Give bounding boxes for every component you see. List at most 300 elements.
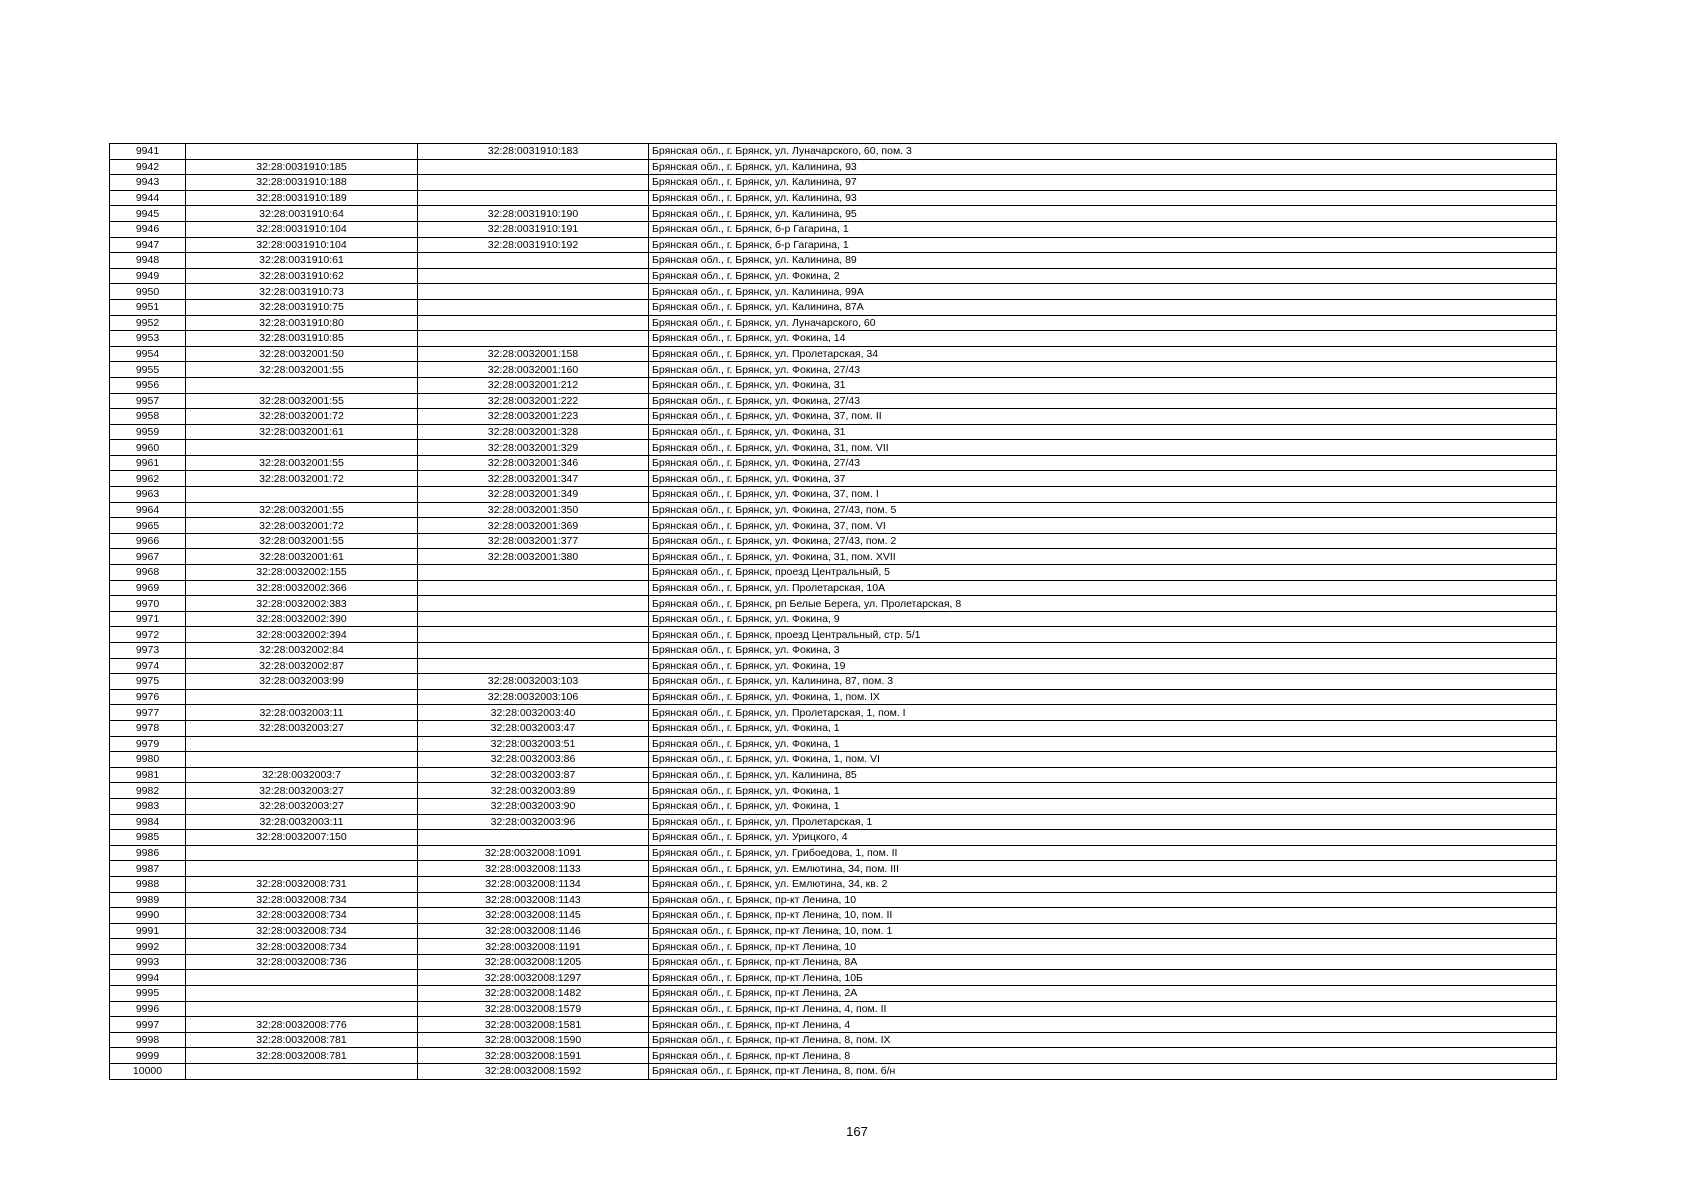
- table-row: [110, 221, 1557, 237]
- object-cadastral-number-cell: 32:28:0031910:183: [418, 144, 649, 160]
- land-cadastral-number-cell: 32:28:0031910:104: [186, 237, 418, 253]
- address-cell: Брянская обл., г. Брянск, пр-кт Ленина, 8: [649, 1048, 1557, 1064]
- land-cadastral-number-cell: 32:28:0032008:734: [186, 923, 418, 939]
- land-cadastral-number-cell: 32:28:0032001:55: [186, 455, 418, 471]
- table-row: [110, 190, 1557, 206]
- land-cadastral-number-cell: 32:28:0032002:366: [186, 580, 418, 596]
- address-cell: Брянская обл., г. Брянск, ул. Грибоедова, 1, пом. II: [649, 845, 1557, 861]
- table-row: [110, 767, 1557, 783]
- row-number-cell: 9984: [110, 814, 186, 830]
- land-cadastral-number-cell: 32:28:0032001:61: [186, 424, 418, 440]
- land-cadastral-number-cell: 32:28:0032002:155: [186, 565, 418, 581]
- land-cadastral-number-cell: 32:28:0031910:62: [186, 268, 418, 284]
- table-row: [110, 1032, 1557, 1048]
- land-cadastral-number-cell: [186, 440, 418, 456]
- row-number-cell: 9945: [110, 206, 186, 222]
- address-cell: Брянская обл., г. Брянск, ул. Фокина, 9: [649, 611, 1557, 627]
- row-number-cell: 9980: [110, 752, 186, 768]
- object-cadastral-number-cell: [418, 565, 649, 581]
- address-cell: Брянская обл., г. Брянск, ул. Фокина, 31: [649, 377, 1557, 393]
- table-row: [110, 830, 1557, 846]
- address-cell: Брянская обл., г. Брянск, б-р Гагарина, 1: [649, 237, 1557, 253]
- object-cadastral-number-cell: [418, 315, 649, 331]
- row-number-cell: 9974: [110, 658, 186, 674]
- row-number-cell: 9991: [110, 923, 186, 939]
- land-cadastral-number-cell: 32:28:0032001:72: [186, 518, 418, 534]
- object-cadastral-number-cell: [418, 830, 649, 846]
- row-number-cell: 9987: [110, 861, 186, 877]
- table-row: [110, 876, 1557, 892]
- table-row: [110, 892, 1557, 908]
- land-cadastral-number-cell: 32:28:0031910:85: [186, 331, 418, 347]
- address-cell: Брянская обл., г. Брянск, пр-кт Ленина, 4: [649, 1017, 1557, 1033]
- row-number-cell: 9994: [110, 970, 186, 986]
- table-row: [110, 409, 1557, 425]
- table-row: [110, 144, 1557, 160]
- object-cadastral-number-cell: [418, 331, 649, 347]
- address-cell: Брянская обл., г. Брянск, ул. Пролетарская, 34: [649, 346, 1557, 362]
- table-row: [110, 705, 1557, 721]
- table-row: [110, 1048, 1557, 1064]
- address-cell: Брянская обл., г. Брянск, ул. Фокина, 1: [649, 720, 1557, 736]
- address-cell: Брянская обл., г. Брянск, ул. Фокина, 14: [649, 331, 1557, 347]
- table-body: [110, 144, 1557, 1080]
- row-number-cell: 10000: [110, 1064, 186, 1080]
- table-row: [110, 627, 1557, 643]
- object-cadastral-number-cell: 32:28:0032001:346: [418, 455, 649, 471]
- row-number-cell: 9993: [110, 954, 186, 970]
- address-cell: Брянская обл., г. Брянск, пр-кт Ленина, 10, пом. II: [649, 908, 1557, 924]
- table-row: [110, 440, 1557, 456]
- address-cell: Брянская обл., г. Брянск, ул. Фокина, 37: [649, 471, 1557, 487]
- object-cadastral-number-cell: 32:28:0032003:89: [418, 783, 649, 799]
- table-row: [110, 346, 1557, 362]
- object-cadastral-number-cell: 32:28:0032001:349: [418, 487, 649, 503]
- object-cadastral-number-cell: 32:28:0032008:1191: [418, 939, 649, 955]
- address-cell: Брянская обл., г. Брянск, ул. Луначарского, 60: [649, 315, 1557, 331]
- address-cell: Брянская обл., г. Брянск, проезд Центральный, 5: [649, 565, 1557, 581]
- object-cadastral-number-cell: [418, 643, 649, 659]
- table-row: [110, 580, 1557, 596]
- object-cadastral-number-cell: 32:28:0032001:350: [418, 502, 649, 518]
- address-cell: Брянская обл., г. Брянск, ул. Калинина, 99А: [649, 284, 1557, 300]
- object-cadastral-number-cell: 32:28:0032008:1133: [418, 861, 649, 877]
- address-cell: Брянская обл., г. Брянск, ул. Фокина, 37, пом. II: [649, 409, 1557, 425]
- address-cell: Брянская обл., г. Брянск, проезд Центральный, стр. 5/1: [649, 627, 1557, 643]
- address-cell: Брянская обл., г. Брянск, ул. Калинина, 87А: [649, 299, 1557, 315]
- row-number-cell: 9950: [110, 284, 186, 300]
- table-row: [110, 720, 1557, 736]
- table-row: [110, 565, 1557, 581]
- land-cadastral-number-cell: 32:28:0032003:27: [186, 720, 418, 736]
- land-cadastral-number-cell: 32:28:0032002:383: [186, 596, 418, 612]
- object-cadastral-number-cell: [418, 627, 649, 643]
- object-cadastral-number-cell: 32:28:0032001:160: [418, 362, 649, 378]
- address-cell: Брянская обл., г. Брянск, ул. Фокина, 1, пом. VI: [649, 752, 1557, 768]
- address-cell: Брянская обл., г. Брянск, ул. Фокина, 27/43, пом. 5: [649, 502, 1557, 518]
- table-row: [110, 986, 1557, 1002]
- land-cadastral-number-cell: 32:28:0032003:27: [186, 783, 418, 799]
- object-cadastral-number-cell: 32:28:0032001:329: [418, 440, 649, 456]
- land-cadastral-number-cell: 32:28:0032003:27: [186, 798, 418, 814]
- land-cadastral-number-cell: 32:28:0032008:734: [186, 892, 418, 908]
- row-number-cell: 9954: [110, 346, 186, 362]
- table-row: [110, 237, 1557, 253]
- land-cadastral-number-cell: 32:28:0032001:55: [186, 533, 418, 549]
- land-cadastral-number-cell: 32:28:0032001:50: [186, 346, 418, 362]
- address-cell: Брянская обл., г. Брянск, ул. Пролетарская, 1: [649, 814, 1557, 830]
- land-cadastral-number-cell: 32:28:0032003:7: [186, 767, 418, 783]
- land-cadastral-number-cell: 32:28:0032007:150: [186, 830, 418, 846]
- land-cadastral-number-cell: [186, 377, 418, 393]
- row-number-cell: 9962: [110, 471, 186, 487]
- land-cadastral-number-cell: 32:28:0032001:55: [186, 362, 418, 378]
- row-number-cell: 9999: [110, 1048, 186, 1064]
- object-cadastral-number-cell: 32:28:0032008:1591: [418, 1048, 649, 1064]
- table-row: [110, 611, 1557, 627]
- table-row: [110, 268, 1557, 284]
- table-row: [110, 596, 1557, 612]
- land-cadastral-number-cell: 32:28:0031910:80: [186, 315, 418, 331]
- address-cell: Брянская обл., г. Брянск, ул. Фокина, 31, пом. VII: [649, 440, 1557, 456]
- property-table: [109, 143, 1557, 1080]
- row-number-cell: 9976: [110, 689, 186, 705]
- land-cadastral-number-cell: 32:28:0032003:11: [186, 705, 418, 721]
- table-row: [110, 206, 1557, 222]
- address-cell: Брянская обл., г. Брянск, ул. Пролетарская, 10А: [649, 580, 1557, 596]
- address-cell: Брянская обл., г. Брянск, ул. Фокина, 31, пом. XVII: [649, 549, 1557, 565]
- land-cadastral-number-cell: 32:28:0031910:104: [186, 221, 418, 237]
- object-cadastral-number-cell: 32:28:0032008:1143: [418, 892, 649, 908]
- object-cadastral-number-cell: 32:28:0032008:1592: [418, 1064, 649, 1080]
- row-number-cell: 9997: [110, 1017, 186, 1033]
- address-cell: Брянская обл., г. Брянск, ул. Калинина, 97: [649, 175, 1557, 191]
- land-cadastral-number-cell: 32:28:0032001:55: [186, 502, 418, 518]
- table-row: [110, 284, 1557, 300]
- row-number-cell: 9972: [110, 627, 186, 643]
- row-number-cell: 9990: [110, 908, 186, 924]
- address-cell: Брянская обл., г. Брянск, ул. Пролетарская, 1, пом. I: [649, 705, 1557, 721]
- row-number-cell: 9978: [110, 720, 186, 736]
- row-number-cell: 9966: [110, 533, 186, 549]
- address-cell: Брянская обл., г. Брянск, ул. Калинина, 89: [649, 253, 1557, 269]
- row-number-cell: 9981: [110, 767, 186, 783]
- address-cell: Брянская обл., г. Брянск, ул. Фокина, 2: [649, 268, 1557, 284]
- object-cadastral-number-cell: 32:28:0032003:103: [418, 674, 649, 690]
- object-cadastral-number-cell: 32:28:0031910:191: [418, 221, 649, 237]
- address-cell: Брянская обл., г. Брянск, ул. Фокина, 27/43: [649, 455, 1557, 471]
- object-cadastral-number-cell: 32:28:0032008:1297: [418, 970, 649, 986]
- row-number-cell: 9975: [110, 674, 186, 690]
- row-number-cell: 9960: [110, 440, 186, 456]
- object-cadastral-number-cell: [418, 268, 649, 284]
- object-cadastral-number-cell: [418, 190, 649, 206]
- land-cadastral-number-cell: [186, 986, 418, 1002]
- object-cadastral-number-cell: 32:28:0032008:1590: [418, 1032, 649, 1048]
- table-row: [110, 424, 1557, 440]
- table-row: [110, 377, 1557, 393]
- row-number-cell: 9982: [110, 783, 186, 799]
- table-row: [110, 939, 1557, 955]
- table-row: [110, 954, 1557, 970]
- table-row: [110, 533, 1557, 549]
- row-number-cell: 9992: [110, 939, 186, 955]
- row-number-cell: 9946: [110, 221, 186, 237]
- row-number-cell: 9983: [110, 798, 186, 814]
- row-number-cell: 9989: [110, 892, 186, 908]
- object-cadastral-number-cell: [418, 175, 649, 191]
- land-cadastral-number-cell: 32:28:0032008:781: [186, 1032, 418, 1048]
- row-number-cell: 9944: [110, 190, 186, 206]
- row-number-cell: 9959: [110, 424, 186, 440]
- address-cell: Брянская обл., г. Брянск, ул. Урицкого, 4: [649, 830, 1557, 846]
- row-number-cell: 9941: [110, 144, 186, 160]
- land-cadastral-number-cell: 32:28:0031910:188: [186, 175, 418, 191]
- row-number-cell: 9943: [110, 175, 186, 191]
- table-row: [110, 783, 1557, 799]
- address-cell: Брянская обл., г. Брянск, ул. Калинина, 85: [649, 767, 1557, 783]
- address-cell: Брянская обл., г. Брянск, пр-кт Ленина, 10Б: [649, 970, 1557, 986]
- land-cadastral-number-cell: 32:28:0032008:781: [186, 1048, 418, 1064]
- row-number-cell: 9961: [110, 455, 186, 471]
- row-number-cell: 9973: [110, 643, 186, 659]
- address-cell: Брянская обл., г. Брянск, пр-кт Ленина, 4, пом. II: [649, 1001, 1557, 1017]
- land-cadastral-number-cell: [186, 845, 418, 861]
- table-row: [110, 487, 1557, 503]
- land-cadastral-number-cell: 32:28:0031910:61: [186, 253, 418, 269]
- address-cell: Брянская обл., г. Брянск, ул. Фокина, 27/43, пом. 2: [649, 533, 1557, 549]
- address-cell: Брянская обл., г. Брянск, ул. Калинина, 95: [649, 206, 1557, 222]
- address-cell: Брянская обл., г. Брянск, ул. Фокина, 19: [649, 658, 1557, 674]
- object-cadastral-number-cell: [418, 253, 649, 269]
- table-row: [110, 845, 1557, 861]
- table-row: [110, 814, 1557, 830]
- object-cadastral-number-cell: [418, 299, 649, 315]
- table-row: [110, 455, 1557, 471]
- address-cell: Брянская обл., г. Брянск, пр-кт Ленина, 10, пом. 1: [649, 923, 1557, 939]
- land-cadastral-number-cell: 32:28:0032008:736: [186, 954, 418, 970]
- address-cell: Брянская обл., г. Брянск, ул. Фокина, 31: [649, 424, 1557, 440]
- land-cadastral-number-cell: 32:28:0032003:11: [186, 814, 418, 830]
- land-cadastral-number-cell: 32:28:0032001:72: [186, 471, 418, 487]
- land-cadastral-number-cell: 32:28:0032002:390: [186, 611, 418, 627]
- row-number-cell: 9995: [110, 986, 186, 1002]
- row-number-cell: 9955: [110, 362, 186, 378]
- table-row: [110, 1001, 1557, 1017]
- row-number-cell: 9985: [110, 830, 186, 846]
- row-number-cell: 9949: [110, 268, 186, 284]
- land-cadastral-number-cell: 32:28:0032001:61: [186, 549, 418, 565]
- row-number-cell: 9947: [110, 237, 186, 253]
- table-row: [110, 549, 1557, 565]
- object-cadastral-number-cell: 32:28:0032001:369: [418, 518, 649, 534]
- row-number-cell: 9988: [110, 876, 186, 892]
- row-number-cell: 9952: [110, 315, 186, 331]
- land-cadastral-number-cell: 32:28:0032002:84: [186, 643, 418, 659]
- table-row: [110, 861, 1557, 877]
- object-cadastral-number-cell: 32:28:0032008:1145: [418, 908, 649, 924]
- address-cell: Брянская обл., г. Брянск, ул. Луначарского, 60, пом. 3: [649, 144, 1557, 160]
- object-cadastral-number-cell: [418, 596, 649, 612]
- land-cadastral-number-cell: 32:28:0031910:185: [186, 159, 418, 175]
- land-cadastral-number-cell: 32:28:0031910:64: [186, 206, 418, 222]
- address-cell: Брянская обл., г. Брянск, ул. Калинина, 93: [649, 190, 1557, 206]
- object-cadastral-number-cell: 32:28:0032001:377: [418, 533, 649, 549]
- page-number: 167: [846, 1124, 868, 1139]
- address-cell: Брянская обл., г. Брянск, пр-кт Ленина, 2А: [649, 986, 1557, 1002]
- land-cadastral-number-cell: 32:28:0031910:73: [186, 284, 418, 300]
- object-cadastral-number-cell: 32:28:0032001:380: [418, 549, 649, 565]
- row-number-cell: 9970: [110, 596, 186, 612]
- land-cadastral-number-cell: 32:28:0031910:189: [186, 190, 418, 206]
- address-cell: Брянская обл., г. Брянск, пр-кт Ленина, 10: [649, 892, 1557, 908]
- land-cadastral-number-cell: 32:28:0032003:99: [186, 674, 418, 690]
- object-cadastral-number-cell: 32:28:0032003:96: [418, 814, 649, 830]
- object-cadastral-number-cell: 32:28:0032003:90: [418, 798, 649, 814]
- object-cadastral-number-cell: 32:28:0032008:1579: [418, 1001, 649, 1017]
- table-row: [110, 393, 1557, 409]
- table-row: [110, 689, 1557, 705]
- table-row: [110, 923, 1557, 939]
- land-cadastral-number-cell: [186, 1001, 418, 1017]
- land-cadastral-number-cell: 32:28:0032002:87: [186, 658, 418, 674]
- row-number-cell: 9971: [110, 611, 186, 627]
- object-cadastral-number-cell: [418, 611, 649, 627]
- address-cell: Брянская обл., г. Брянск, ул. Емлютина, 34, пом. III: [649, 861, 1557, 877]
- row-number-cell: 9958: [110, 409, 186, 425]
- land-cadastral-number-cell: 32:28:0032001:55: [186, 393, 418, 409]
- land-cadastral-number-cell: 32:28:0032001:72: [186, 409, 418, 425]
- address-cell: Брянская обл., г. Брянск, ул. Фокина, 1: [649, 783, 1557, 799]
- row-number-cell: 9996: [110, 1001, 186, 1017]
- land-cadastral-number-cell: 32:28:0031910:75: [186, 299, 418, 315]
- address-cell: Брянская обл., г. Брянск, пр-кт Ленина, 8, пом. б/н: [649, 1064, 1557, 1080]
- land-cadastral-number-cell: [186, 861, 418, 877]
- row-number-cell: 9951: [110, 299, 186, 315]
- object-cadastral-number-cell: 32:28:0032008:1134: [418, 876, 649, 892]
- object-cadastral-number-cell: 32:28:0032001:158: [418, 346, 649, 362]
- address-cell: Брянская обл., г. Брянск, ул. Фокина, 27/43: [649, 393, 1557, 409]
- object-cadastral-number-cell: 32:28:0032001:223: [418, 409, 649, 425]
- object-cadastral-number-cell: 32:28:0031910:192: [418, 237, 649, 253]
- land-cadastral-number-cell: 32:28:0032008:734: [186, 908, 418, 924]
- object-cadastral-number-cell: 32:28:0032008:1482: [418, 986, 649, 1002]
- address-cell: Брянская обл., г. Брянск, ул. Калинина, 93: [649, 159, 1557, 175]
- table-row: [110, 1017, 1557, 1033]
- row-number-cell: 9957: [110, 393, 186, 409]
- object-cadastral-number-cell: [418, 580, 649, 596]
- object-cadastral-number-cell: 32:28:0031910:190: [418, 206, 649, 222]
- object-cadastral-number-cell: 32:28:0032003:40: [418, 705, 649, 721]
- object-cadastral-number-cell: [418, 284, 649, 300]
- land-cadastral-number-cell: [186, 144, 418, 160]
- row-number-cell: 9948: [110, 253, 186, 269]
- address-cell: Брянская обл., г. Брянск, ул. Калинина, 87, пом. 3: [649, 674, 1557, 690]
- table-row: [110, 674, 1557, 690]
- table-row: [110, 658, 1557, 674]
- row-number-cell: 9942: [110, 159, 186, 175]
- table-row: [110, 643, 1557, 659]
- object-cadastral-number-cell: 32:28:0032003:86: [418, 752, 649, 768]
- address-cell: Брянская обл., г. Брянск, ул. Емлютина, 34, кв. 2: [649, 876, 1557, 892]
- object-cadastral-number-cell: 32:28:0032003:87: [418, 767, 649, 783]
- table-row: [110, 331, 1557, 347]
- land-cadastral-number-cell: 32:28:0032002:394: [186, 627, 418, 643]
- address-cell: Брянская обл., г. Брянск, ул. Фокина, 37, пом. I: [649, 487, 1557, 503]
- row-number-cell: 9986: [110, 845, 186, 861]
- table-row: [110, 471, 1557, 487]
- land-cadastral-number-cell: 32:28:0032008:731: [186, 876, 418, 892]
- address-cell: Брянская обл., г. Брянск, ул. Фокина, 27/43: [649, 362, 1557, 378]
- table-row: [110, 752, 1557, 768]
- address-cell: Брянская обл., г. Брянск, ул. Фокина, 3: [649, 643, 1557, 659]
- address-cell: Брянская обл., г. Брянск, ул. Фокина, 1, пом. IX: [649, 689, 1557, 705]
- address-cell: Брянская обл., г. Брянск, пр-кт Ленина, 8А: [649, 954, 1557, 970]
- land-cadastral-number-cell: [186, 1064, 418, 1080]
- table-row: [110, 736, 1557, 752]
- table-row: [110, 362, 1557, 378]
- table-row: [110, 798, 1557, 814]
- table-row: [110, 1064, 1557, 1080]
- object-cadastral-number-cell: 32:28:0032001:212: [418, 377, 649, 393]
- land-cadastral-number-cell: [186, 736, 418, 752]
- row-number-cell: 9998: [110, 1032, 186, 1048]
- row-number-cell: 9979: [110, 736, 186, 752]
- land-cadastral-number-cell: [186, 487, 418, 503]
- object-cadastral-number-cell: 32:28:0032001:328: [418, 424, 649, 440]
- table-row: [110, 518, 1557, 534]
- address-cell: Брянская обл., г. Брянск, пр-кт Ленина, 10: [649, 939, 1557, 955]
- land-cadastral-number-cell: 32:28:0032008:734: [186, 939, 418, 955]
- table-row: [110, 175, 1557, 191]
- row-number-cell: 9977: [110, 705, 186, 721]
- object-cadastral-number-cell: 32:28:0032008:1581: [418, 1017, 649, 1033]
- address-cell: Брянская обл., г. Брянск, ул. Фокина, 1: [649, 798, 1557, 814]
- object-cadastral-number-cell: 32:28:0032008:1205: [418, 954, 649, 970]
- table-row: [110, 908, 1557, 924]
- object-cadastral-number-cell: [418, 159, 649, 175]
- address-cell: Брянская обл., г. Брянск, рп Белые Берега, ул. Пролетарская, 8: [649, 596, 1557, 612]
- land-cadastral-number-cell: [186, 752, 418, 768]
- land-cadastral-number-cell: [186, 689, 418, 705]
- row-number-cell: 9965: [110, 518, 186, 534]
- row-number-cell: 9964: [110, 502, 186, 518]
- table-row: [110, 253, 1557, 269]
- address-cell: Брянская обл., г. Брянск, б-р Гагарина, 1: [649, 221, 1557, 237]
- table-row: [110, 315, 1557, 331]
- object-cadastral-number-cell: 32:28:0032001:347: [418, 471, 649, 487]
- object-cadastral-number-cell: 32:28:0032008:1091: [418, 845, 649, 861]
- table-row: [110, 159, 1557, 175]
- address-cell: Брянская обл., г. Брянск, ул. Фокина, 1: [649, 736, 1557, 752]
- table-row: [110, 502, 1557, 518]
- object-cadastral-number-cell: [418, 658, 649, 674]
- object-cadastral-number-cell: 32:28:0032001:222: [418, 393, 649, 409]
- table-row: [110, 970, 1557, 986]
- row-number-cell: 9963: [110, 487, 186, 503]
- row-number-cell: 9953: [110, 331, 186, 347]
- row-number-cell: 9968: [110, 565, 186, 581]
- address-cell: Брянская обл., г. Брянск, пр-кт Ленина, 8, пом. IX: [649, 1032, 1557, 1048]
- row-number-cell: 9956: [110, 377, 186, 393]
- object-cadastral-number-cell: 32:28:0032003:51: [418, 736, 649, 752]
- land-cadastral-number-cell: 32:28:0032008:776: [186, 1017, 418, 1033]
- table-row: [110, 299, 1557, 315]
- object-cadastral-number-cell: 32:28:0032003:106: [418, 689, 649, 705]
- address-cell: Брянская обл., г. Брянск, ул. Фокина, 37, пом. VI: [649, 518, 1557, 534]
- land-cadastral-number-cell: [186, 970, 418, 986]
- row-number-cell: 9967: [110, 549, 186, 565]
